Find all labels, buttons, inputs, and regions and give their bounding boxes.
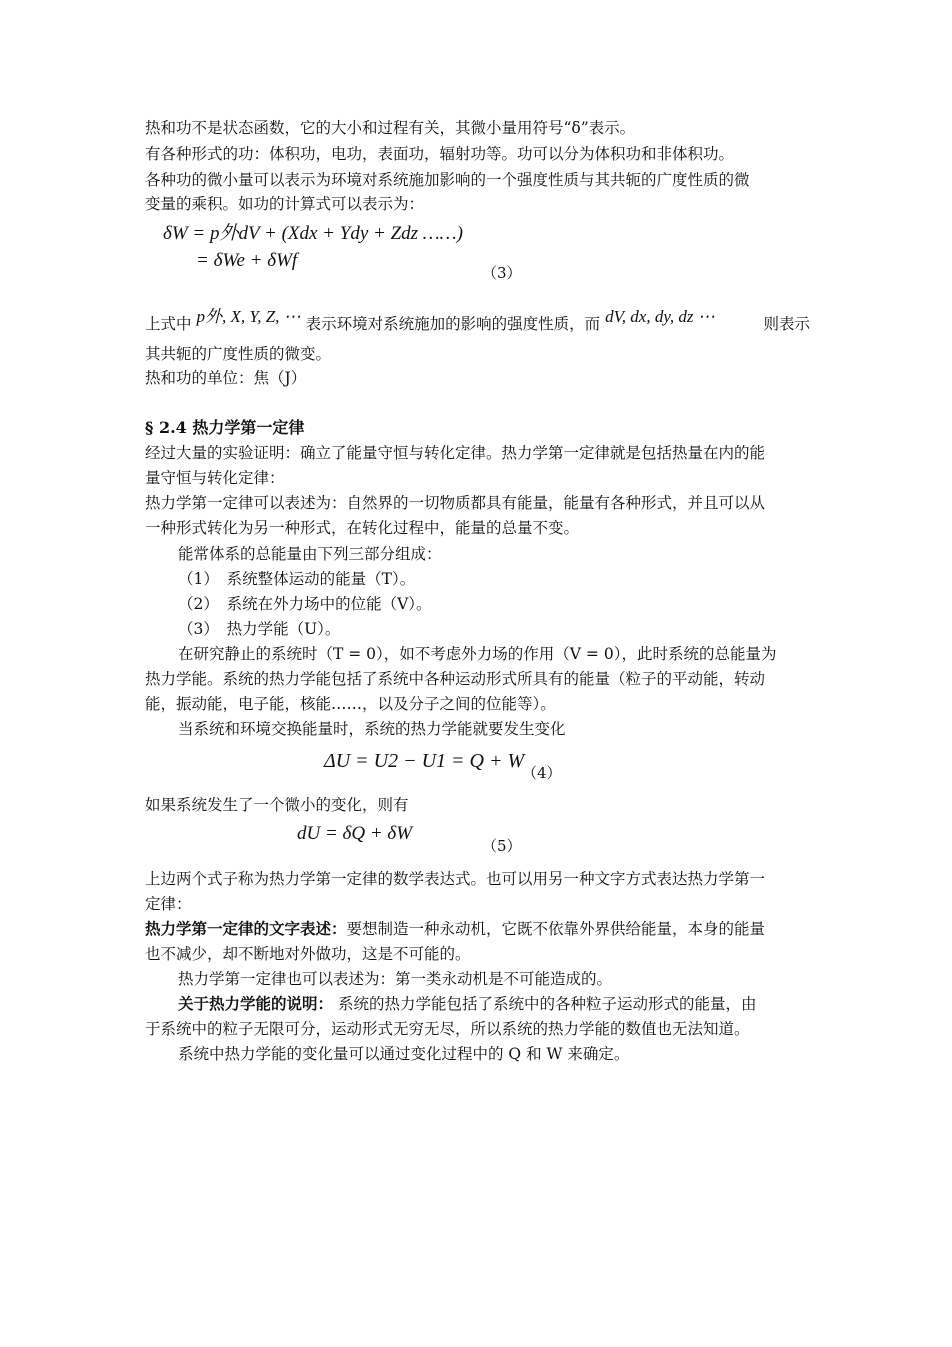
text: 表示环境对系统施加的影响的强度性质，而 [305, 315, 601, 333]
text: 则表示 [763, 315, 810, 333]
paragraph-line: 系统中热力学能的变化量可以通过变化过程中的 Q 和 W 来确定。 [178, 1045, 630, 1063]
bold-label: 热力学第一定律的文字表述： [145, 919, 347, 938]
paragraph-line: 在研究静止的系统时（T = 0），如不考虑外力场的作用（V = 0），此时系统的总能量为 [178, 645, 777, 663]
paragraph-line: 有各种形式的功：体积功，电功，表面功，辐射功等。功可以分为体积功和非体积功。 [145, 145, 735, 163]
paragraph-line: 各种功的微小量可以表示为环境对系统施加影响的一个强度性质与其共轭的广度性质的微 [145, 171, 750, 189]
equation-5: dU = δQ + δW [297, 823, 413, 844]
equation-5-number: （5） [482, 837, 522, 855]
paragraph-line: 能，振动能，电子能，核能……，以及分子之间的位能等）。 [145, 695, 556, 713]
list-item: （3） 热力学能（U）。 [178, 620, 341, 638]
paragraph-line [178, 993, 810, 1015]
extensive-symbols: dV, dx, dy, dz ⋯ [605, 307, 715, 326]
equation-3-line-1: δW = p外dV + (Xdx + Ydy + Zdz ……) [163, 223, 463, 244]
paragraph-line: 热和功的单位：焦（J） [145, 369, 307, 387]
list-item: （2） 系统在外力场中的位能（V）。 [178, 595, 432, 613]
paragraph-line: 热力学能。系统的热力学能包括了系统中各种运动形式所具有的能量（粒子的平动能，转动 [145, 670, 766, 688]
paragraph-line-with-symbols [145, 306, 810, 335]
paragraph-line: 热和功不是状态函数，它的大小和过程有关，其微小量用符号“δ”表示。 [145, 119, 636, 137]
paragraph-line: 如果系统发生了一个微小的变化，则有 [145, 796, 409, 814]
equation-4-number: （4） [522, 764, 562, 782]
paragraph-line: 热力学第一定律可以表述为：自然界的一切物质都具有能量，能量有各种形式，并且可以从 [145, 494, 766, 512]
paragraph-line: 一种形式转化为另一种形式，在转化过程中，能量的总量不变。 [145, 519, 580, 537]
section-heading: § 2.4 热力学第一定律 [145, 418, 305, 437]
list-item: （1） 系统整体运动的能量（T）。 [178, 570, 416, 588]
paragraph-line: 其共轭的广度性质的微变。 [145, 345, 332, 363]
paragraph-line: 定律： [145, 895, 192, 913]
paragraph-line [145, 918, 810, 940]
equation-3-line-2: = δWe + δWf [196, 250, 298, 271]
text: 上式中 [145, 315, 192, 333]
equation-4: ΔU = U2 − U1 = Q + W [324, 750, 525, 772]
equation-3-number: （3） [482, 264, 522, 282]
paragraph-line: 能常体系的总能量由下列三部分组成： [178, 545, 442, 563]
paragraph-line: 量守恒与转化定律： [145, 469, 285, 487]
paragraph-line: 经过大量的实验证明：确立了能量守恒与转化定律。热力学第一定律就是包括热量在内的能 [145, 444, 766, 462]
paragraph-line: 也不减少，却不断地对外做功，这是不可能的。 [145, 945, 471, 963]
paragraph-line: 当系统和环境交换能量时，系统的热力学能就要发生变化 [178, 720, 566, 738]
text: 系统的热力学能包括了系统中的各种粒子运动形式的能量，由 [333, 995, 757, 1013]
paragraph-line: 变量的乘积。如功的计算式可以表示为： [145, 195, 425, 213]
paragraph-line: 热力学第一定律也可以表述为：第一类永动机是不可能造成的。 [178, 970, 613, 988]
paragraph-line: 上边两个式子称为热力学第一定律的数学表达式。也可以用另一种文字方式表达热力学第一 [145, 870, 766, 888]
text: 要想制造一种永动机，它既不依靠外界供给能量，本身的能量 [346, 920, 766, 938]
intensive-symbols: p外, X, Y, Z, ⋯ [196, 307, 301, 326]
paragraph-line: 于系统中的粒子无限可分，运动形式无穷无尽，所以系统的热力学能的数值也无法知道。 [145, 1020, 750, 1038]
bold-label: 关于热力学能的说明： [178, 994, 334, 1013]
